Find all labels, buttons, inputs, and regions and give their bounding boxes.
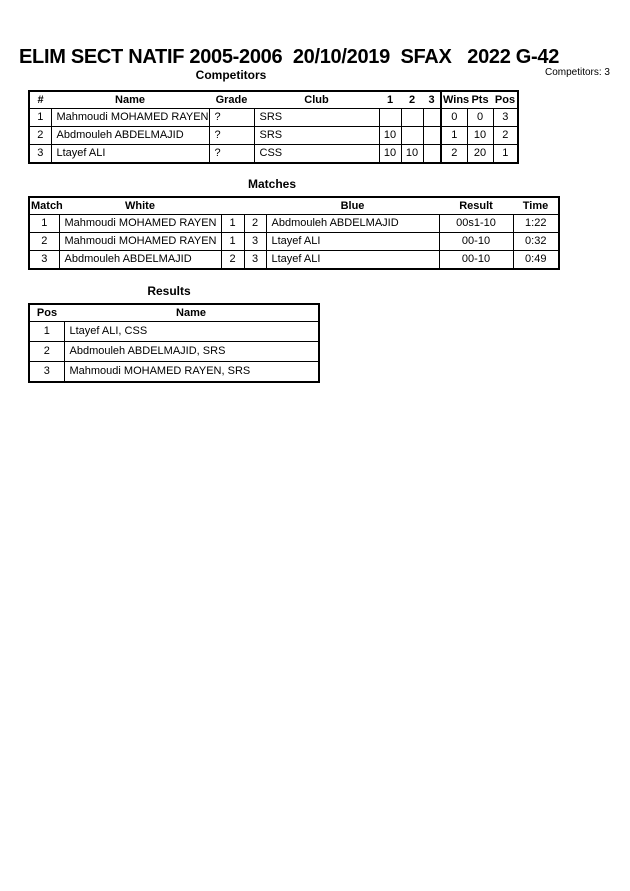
table-row [29, 145, 518, 164]
match-num: 2 [29, 233, 59, 251]
match-time: 0:49 [513, 251, 559, 270]
result-pos: 3 [29, 362, 64, 383]
results-header-row [29, 304, 319, 322]
competitors-table [28, 90, 519, 164]
round2-score [401, 109, 423, 127]
blue-player-name: Ltayef ALI [266, 233, 439, 251]
section-title-matches: Matches [247, 177, 297, 191]
table-row [29, 322, 319, 342]
result-pos: 2 [29, 342, 64, 362]
col-header-round3: 3 [423, 91, 441, 109]
blue-player-num: 3 [244, 233, 266, 251]
competitor-pts: 20 [467, 145, 493, 164]
competitor-num: 3 [29, 145, 51, 164]
col-header-wins: Wins [441, 91, 467, 109]
col-header-pts: Pts [467, 91, 493, 109]
competitor-club: SRS [254, 109, 379, 127]
match-time: 0:32 [513, 233, 559, 251]
col-header-white: White [59, 197, 221, 215]
competitor-num: 2 [29, 127, 51, 145]
white-player-num: 2 [221, 251, 244, 270]
result-name: Mahmoudi MOHAMED RAYEN, SRS [64, 362, 319, 383]
round3-score [423, 109, 441, 127]
white-player-name: Mahmoudi MOHAMED RAYEN [59, 233, 221, 251]
matches-header-row [29, 197, 559, 215]
col-header-pos: Pos [493, 91, 518, 109]
competitor-wins: 0 [441, 109, 467, 127]
round1-score: 10 [379, 145, 401, 164]
result-pos: 1 [29, 322, 64, 342]
white-player-num: 1 [221, 215, 244, 233]
table-row [29, 362, 319, 383]
competitor-pos: 2 [493, 127, 518, 145]
round1-score: 10 [379, 127, 401, 145]
table-row [29, 342, 319, 362]
competitor-wins: 1 [441, 127, 467, 145]
col-header-blue-num [244, 197, 266, 215]
table-row [29, 127, 518, 145]
col-header-time: Time [513, 197, 559, 215]
match-result: 00-10 [439, 251, 513, 270]
col-header-blue: Blue [266, 197, 439, 215]
competitor-pos: 3 [493, 109, 518, 127]
blue-player-num: 3 [244, 251, 266, 270]
col-header-pos: Pos [29, 304, 64, 322]
col-header-round1: 1 [379, 91, 401, 109]
competitors-header-row [29, 91, 518, 109]
col-header-grade: Grade [209, 91, 254, 109]
col-header-round2: 2 [401, 91, 423, 109]
competitor-pos: 1 [493, 145, 518, 164]
match-time: 1:22 [513, 215, 559, 233]
competitor-club: CSS [254, 145, 379, 164]
col-header-result: Result [439, 197, 513, 215]
table-row [29, 215, 559, 233]
match-result: 00-10 [439, 233, 513, 251]
table-row [29, 233, 559, 251]
round3-score [423, 145, 441, 164]
competitor-grade: ? [209, 109, 254, 127]
competitor-club: SRS [254, 127, 379, 145]
match-num: 1 [29, 215, 59, 233]
blue-player-name: Ltayef ALI [266, 251, 439, 270]
match-num: 3 [29, 251, 59, 270]
col-header-name: Name [64, 304, 319, 322]
matches-table [28, 196, 560, 270]
col-header-club: Club [254, 91, 379, 109]
section-title-competitors: Competitors [195, 68, 267, 82]
table-row [29, 109, 518, 127]
page-title: ELIM SECT NATIF 2005-2006 20/10/2019 SFAX 2022 G-42 [19, 46, 560, 68]
blue-player-num: 2 [244, 215, 266, 233]
table-row [29, 251, 559, 270]
result-name: Abdmouleh ABDELMAJID, SRS [64, 342, 319, 362]
col-header-match: Match [29, 197, 59, 215]
white-player-num: 1 [221, 233, 244, 251]
competitor-grade: ? [209, 145, 254, 164]
competitor-pts: 10 [467, 127, 493, 145]
competitor-name: Ltayef ALI [51, 145, 209, 164]
results-table [28, 303, 320, 383]
section-title-results: Results [147, 284, 191, 298]
white-player-name: Mahmoudi MOHAMED RAYEN [59, 215, 221, 233]
competitor-pts: 0 [467, 109, 493, 127]
result-name: Ltayef ALI, CSS [64, 322, 319, 342]
round2-score [401, 127, 423, 145]
white-player-name: Abdmouleh ABDELMAJID [59, 251, 221, 270]
col-header-white-num [221, 197, 244, 215]
round2-score: 10 [401, 145, 423, 164]
competitor-grade: ? [209, 127, 254, 145]
round3-score [423, 127, 441, 145]
col-header-name: Name [51, 91, 209, 109]
competitor-wins: 2 [441, 145, 467, 164]
match-result: 00s1-10 [439, 215, 513, 233]
round1-score [379, 109, 401, 127]
competitor-num: 1 [29, 109, 51, 127]
competitor-name: Mahmoudi MOHAMED RAYEN [51, 109, 209, 127]
competitors-count-label: Competitors: 3 [544, 67, 610, 78]
blue-player-name: Abdmouleh ABDELMAJID [266, 215, 439, 233]
competitor-name: Abdmouleh ABDELMAJID [51, 127, 209, 145]
col-header-num: # [29, 91, 51, 109]
